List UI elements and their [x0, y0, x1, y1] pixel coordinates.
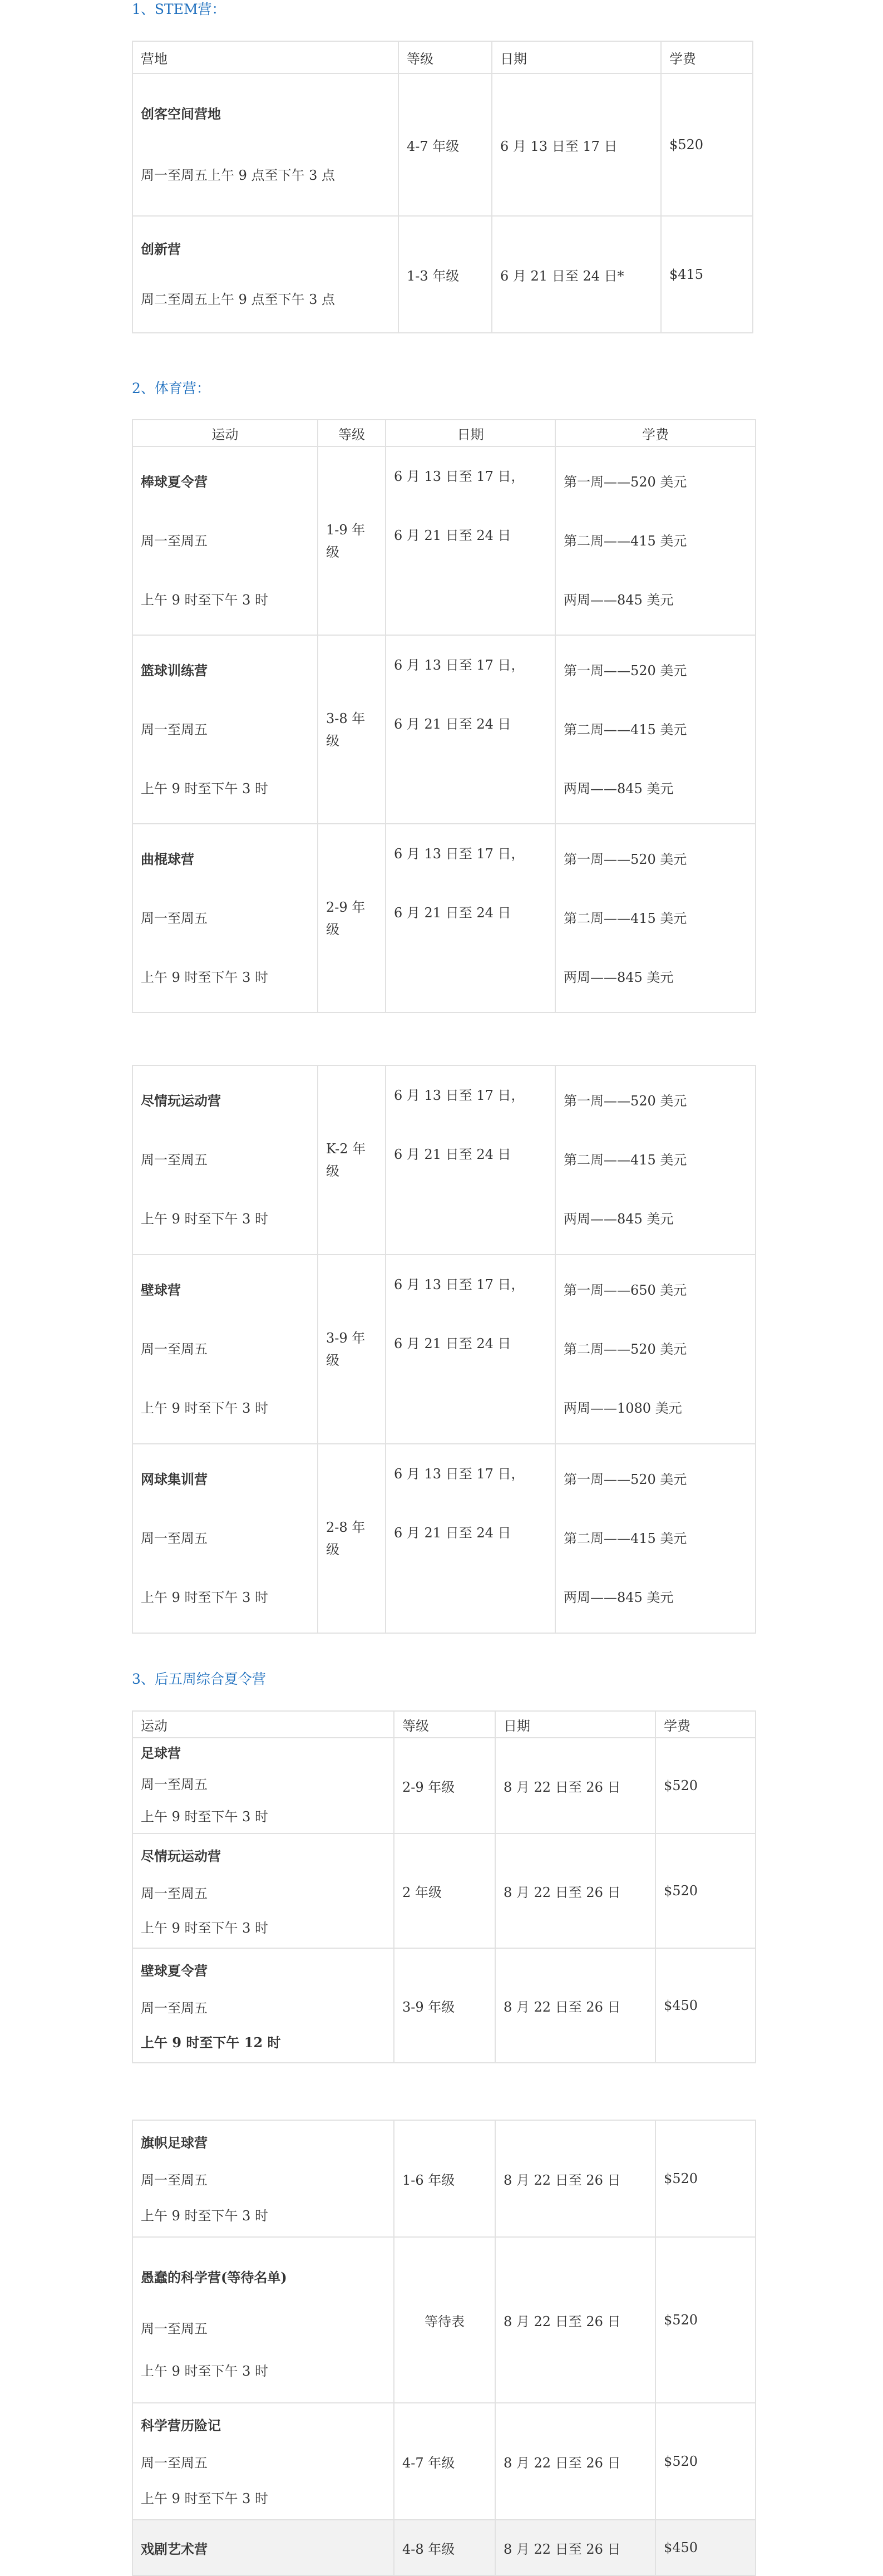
sports-table	[132, 419, 756, 1013]
camp-cell	[132, 1738, 394, 1833]
fee-cell	[555, 1444, 756, 1633]
fee-line-1: 第一周——520 美元	[564, 1472, 687, 1487]
camp-time: 上午 9 时至下午 12 时	[141, 2034, 281, 2051]
table-row	[132, 1738, 756, 1833]
fee-line-1: 第一周——520 美元	[564, 662, 687, 679]
grade-cell: 4-8 年级	[394, 2520, 495, 2575]
fee-line-2: 第二周——415 美元	[564, 721, 687, 738]
camp-days: 周一至周五	[141, 721, 208, 738]
column-header: 等级	[394, 1711, 495, 1738]
grade-cell: 3-9 年级	[318, 1255, 386, 1444]
camp-name: 戏剧艺术营	[132, 2520, 394, 2575]
fee-cell	[555, 1065, 756, 1255]
grade-cell: 3-9 年级	[394, 1948, 495, 2063]
fee-line-3: 两周——845 美元	[564, 969, 674, 985]
camp-name: 壁球营	[141, 1282, 181, 1298]
camp-time: 上午 9 时至下午 3 时	[141, 1400, 269, 1416]
camp-name: 篮球训练营	[141, 662, 208, 679]
camp-name: 壁球夏令营	[141, 1963, 208, 1979]
camp-days: 周一至周五	[141, 2455, 208, 2471]
stem-table	[132, 41, 753, 333]
fee-line-2: 第二周——520 美元	[564, 1341, 687, 1357]
grade-cell: 2-9 年级	[394, 1738, 495, 1833]
fee-cell: $450	[655, 2520, 756, 2575]
date-line-1: 6 月 13 日至 17 日，	[394, 1466, 525, 1482]
table-row	[132, 216, 753, 333]
camp-days: 周一至周五	[141, 2172, 208, 2188]
camp-cell	[132, 73, 398, 216]
grade-cell: 1-9 年级	[318, 446, 386, 635]
grade-cell: 2 年级	[394, 1833, 495, 1948]
camp-cell	[132, 2120, 394, 2237]
table-row	[132, 2237, 756, 2403]
camp-time: 上午 9 时至下午 3 时	[141, 2491, 269, 2506]
fee-cell: $520	[655, 2237, 756, 2403]
camp-name: 创客空间营地	[141, 106, 221, 122]
camp-name: 尽情玩运动营	[141, 1848, 221, 1864]
camp-time: 上午 9 时至下午 3 时	[141, 969, 269, 985]
date-cell	[386, 1444, 555, 1633]
camp-time: 上午 9 时至下午 3 时	[141, 2363, 269, 2379]
date-cell	[386, 824, 555, 1012]
fee-line-1: 第一周——520 美元	[564, 851, 687, 867]
grade-cell: 4-7 年级	[394, 2403, 495, 2520]
fee-cell	[555, 446, 756, 635]
camp-name: 足球营	[141, 1745, 181, 1761]
fee-line-1: 第一周——650 美元	[564, 1282, 687, 1298]
date-line-2: 6 月 21 日至 24 日	[394, 1525, 511, 1541]
camp-name: 网球集训营	[141, 1471, 208, 1487]
camp-time: 周二至周五上午 9 点至下午 3 点	[141, 292, 336, 307]
grade-cell: K-2 年级	[318, 1065, 386, 1255]
camp-cell	[132, 1833, 394, 1948]
fee-line-2: 第二周——415 美元	[564, 1531, 687, 1546]
table-header-row	[132, 41, 753, 73]
fee-cell	[555, 635, 756, 824]
date-line-2: 6 月 21 日至 24 日	[394, 528, 511, 543]
camp-name: 旗帜足球营	[141, 2135, 208, 2151]
fee-line-3: 两周——845 美元	[564, 592, 674, 608]
table-row	[132, 1065, 756, 1255]
camp-name: 创新营	[141, 241, 181, 257]
fee-cell: $520	[661, 73, 753, 216]
camp-time: 上午 9 时至下午 3 时	[141, 2208, 269, 2224]
table-row	[132, 73, 753, 216]
column-header: 日期	[492, 41, 661, 73]
camp-days: 周一至周五	[141, 1886, 208, 1901]
camp-days: 周一至周五	[141, 533, 208, 549]
camp-cell	[132, 1065, 318, 1255]
fee-line-3: 两周——845 美元	[564, 1211, 674, 1227]
camp-cell	[132, 2403, 394, 2520]
table-header-row	[132, 420, 756, 446]
table-row	[132, 1833, 756, 1948]
grade-cell: 3-8 年级	[318, 635, 386, 824]
date-line-1: 6 月 13 日至 17 日，	[394, 469, 525, 484]
date-cell: 8 月 22 日至 26 日	[495, 1948, 655, 2063]
camp-cell	[132, 824, 318, 1012]
fee-line-3: 两周——1080 美元	[564, 1400, 682, 1416]
date-cell: 8 月 22 日至 26 日	[495, 1833, 655, 1948]
date-line-2: 6 月 21 日至 24 日	[394, 1147, 511, 1162]
date-cell: 8 月 22 日至 26 日	[495, 2120, 655, 2237]
camp-name: 科学营历险记	[141, 2417, 221, 2434]
camp-cell	[132, 216, 398, 333]
late-camps-table	[132, 1710, 756, 2063]
camp-time: 上午 9 时至下午 3 时	[141, 1809, 269, 1825]
fee-cell: $520	[655, 1738, 756, 1833]
late-camps-table-continued	[132, 2120, 756, 2576]
column-header: 日期	[386, 420, 555, 446]
date-cell: 8 月 22 日至 26 日	[495, 2520, 655, 2575]
camp-time: 上午 9 时至下午 3 时	[141, 1920, 269, 1936]
table-header-row	[132, 1711, 756, 1738]
date-cell: 6 月 21 日至 24 日*	[492, 216, 661, 333]
fee-cell: $520	[655, 2403, 756, 2520]
date-cell: 8 月 22 日至 26 日	[495, 2403, 655, 2520]
column-header: 学费	[655, 1711, 756, 1738]
camp-name: 愚蠢的科学营(等待名单)	[141, 2269, 287, 2285]
camp-time: 上午 9 时至下午 3 时	[141, 592, 269, 608]
column-header: 运动	[132, 1711, 394, 1738]
camp-cell	[132, 2237, 394, 2403]
table-row	[132, 1444, 756, 1633]
fee-cell: $520	[655, 2120, 756, 2237]
fee-line-3: 两周——845 美元	[564, 780, 674, 797]
fee-cell	[555, 824, 756, 1012]
camp-days: 周一至周五	[141, 1777, 208, 1792]
column-header: 等级	[398, 41, 492, 73]
grade-cell: 2-9 年级	[318, 824, 386, 1012]
camp-days: 周一至周五	[141, 910, 208, 926]
date-line-2: 6 月 21 日至 24 日	[394, 905, 511, 921]
camp-days: 周一至周五	[141, 1152, 208, 1168]
camp-cell	[132, 1948, 394, 2063]
grade-cell: 等待表	[394, 2237, 495, 2403]
camp-name: 尽情玩运动营	[141, 1093, 221, 1109]
grade-cell: 2-8 年级	[318, 1444, 386, 1633]
date-line-1: 6 月 13 日至 17 日，	[394, 657, 525, 673]
date-line-2: 6 月 21 日至 24 日	[394, 1336, 511, 1351]
camp-cell	[132, 635, 318, 824]
date-cell	[386, 635, 555, 824]
camp-cell	[132, 1444, 318, 1633]
date-line-1: 6 月 13 日至 17 日，	[394, 1277, 525, 1292]
grade-cell: 1-3 年级	[398, 216, 492, 333]
camp-time: 上午 9 时至下午 3 时	[141, 1211, 269, 1227]
table-row	[132, 2403, 756, 2520]
table-row	[132, 1255, 756, 1444]
column-header: 营地	[132, 41, 398, 73]
camp-name: 曲棍球营	[141, 851, 194, 867]
date-line-1: 6 月 13 日至 17 日，	[394, 1088, 525, 1103]
date-cell	[386, 446, 555, 635]
column-header: 学费	[555, 420, 756, 446]
date-cell	[386, 1255, 555, 1444]
camp-days: 周一至周五	[141, 1341, 208, 1357]
date-line-2: 6 月 21 日至 24 日	[394, 716, 511, 732]
date-line-1: 6 月 13 日至 17 日，	[394, 846, 525, 862]
fee-cell: $415	[661, 216, 753, 333]
table-row	[132, 2120, 756, 2237]
fee-cell	[555, 1255, 756, 1444]
column-header: 运动	[132, 420, 318, 446]
camp-days: 周一至周五	[141, 2000, 208, 2016]
camp-days: 周一至周五	[141, 1531, 208, 1546]
date-cell: 8 月 22 日至 26 日	[495, 2237, 655, 2403]
section-title-stem: 1、STEM营：	[132, 1, 226, 17]
section-title-late-camps: 3、后五周综合夏令营	[132, 1671, 266, 1687]
grade-cell: 4-7 年级	[398, 73, 492, 216]
camp-time: 上午 9 时至下午 3 时	[141, 1590, 269, 1605]
camp-cell	[132, 446, 318, 635]
column-header: 日期	[495, 1711, 655, 1738]
date-cell	[386, 1065, 555, 1255]
fee-line-1: 第一周——520 美元	[564, 1093, 687, 1109]
table-row	[132, 824, 756, 1012]
column-header: 学费	[661, 41, 753, 73]
camp-time: 上午 9 时至下午 3 时	[141, 780, 269, 797]
camp-cell	[132, 1255, 318, 1444]
date-cell: 6 月 13 日至 17 日	[492, 73, 661, 216]
grade-cell: 1-6 年级	[394, 2120, 495, 2237]
fee-line-2: 第二周——415 美元	[564, 910, 687, 926]
fee-line-2: 第二周——415 美元	[564, 533, 687, 549]
table-row	[132, 1948, 756, 2063]
section-title-sports: 2、体育营：	[132, 380, 210, 396]
fee-line-1: 第一周——520 美元	[564, 474, 687, 490]
camp-name: 棒球夏令营	[141, 473, 208, 490]
sports-table-continued	[132, 1065, 756, 1634]
column-header: 等级	[318, 420, 386, 446]
date-cell: 8 月 22 日至 26 日	[495, 1738, 655, 1833]
fee-cell: $450	[655, 1948, 756, 2063]
table-row	[132, 2520, 756, 2575]
table-row	[132, 446, 756, 635]
fee-cell: $520	[655, 1833, 756, 1948]
table-row	[132, 635, 756, 824]
camp-days: 周一至周五	[141, 2321, 208, 2337]
fee-line-3: 两周——845 美元	[564, 1590, 674, 1605]
fee-line-2: 第二周——415 美元	[564, 1152, 687, 1168]
camp-time: 周一至周五上午 9 点至下午 3 点	[141, 168, 336, 183]
